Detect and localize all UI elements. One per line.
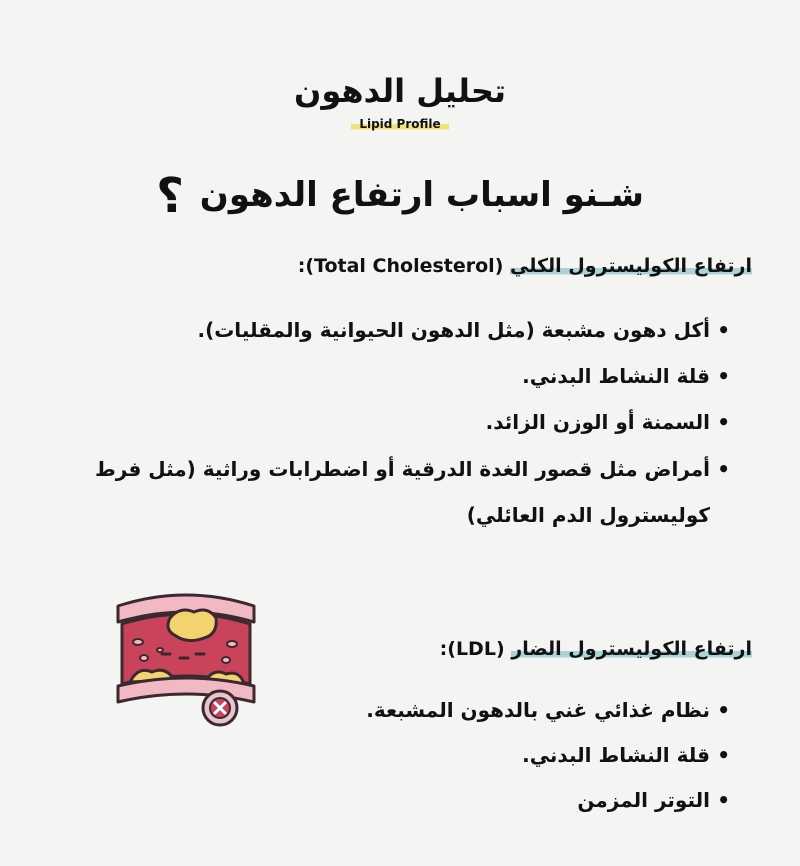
list-item: • نظام غذائي غني بالدهون المشبعة. — [310, 696, 730, 724]
section-heading-rest: (LDL): — [439, 638, 512, 660]
section-total-cholesterol-heading — [298, 255, 752, 277]
section-ldl-heading — [440, 638, 752, 660]
page-subtitle: Lipid Profile — [351, 118, 448, 131]
section-heading-rest: (Total Cholesterol): — [297, 255, 511, 277]
question-heading — [0, 168, 800, 224]
list-item: • السمنة أو الوزن الزائد. — [90, 408, 730, 436]
list-item: • قلة النشاط البدني. — [90, 362, 730, 390]
total-cholesterol-causes-list — [90, 316, 730, 556]
question-mark: ؟ — [156, 168, 184, 224]
blocked-artery-icon — [108, 588, 264, 734]
page-title: تحليل الدهون — [294, 72, 506, 110]
question-text: شـنو اسباب ارتفاع الدهون — [199, 175, 644, 215]
section-heading-highlight: ارتفاع الكوليسترول الكلي — [510, 255, 752, 277]
ldl-causes-list — [310, 696, 730, 831]
list-item: • أكل دهون مشبعة (مثل الدهون الحيوانية والمقليات). — [90, 316, 730, 344]
section-heading-highlight: ارتفاع الكوليسترول الضار — [511, 638, 752, 660]
list-item: • التوتر المزمن — [310, 786, 730, 814]
list-item: • قلة النشاط البدني. — [310, 741, 730, 769]
list-item: • أمراض مثل قصور الغدة الدرقية أو اضطرابات وراثية (مثل فرط كوليسترول الدم العائلي) — [90, 446, 730, 538]
subtitle-container — [0, 113, 800, 132]
